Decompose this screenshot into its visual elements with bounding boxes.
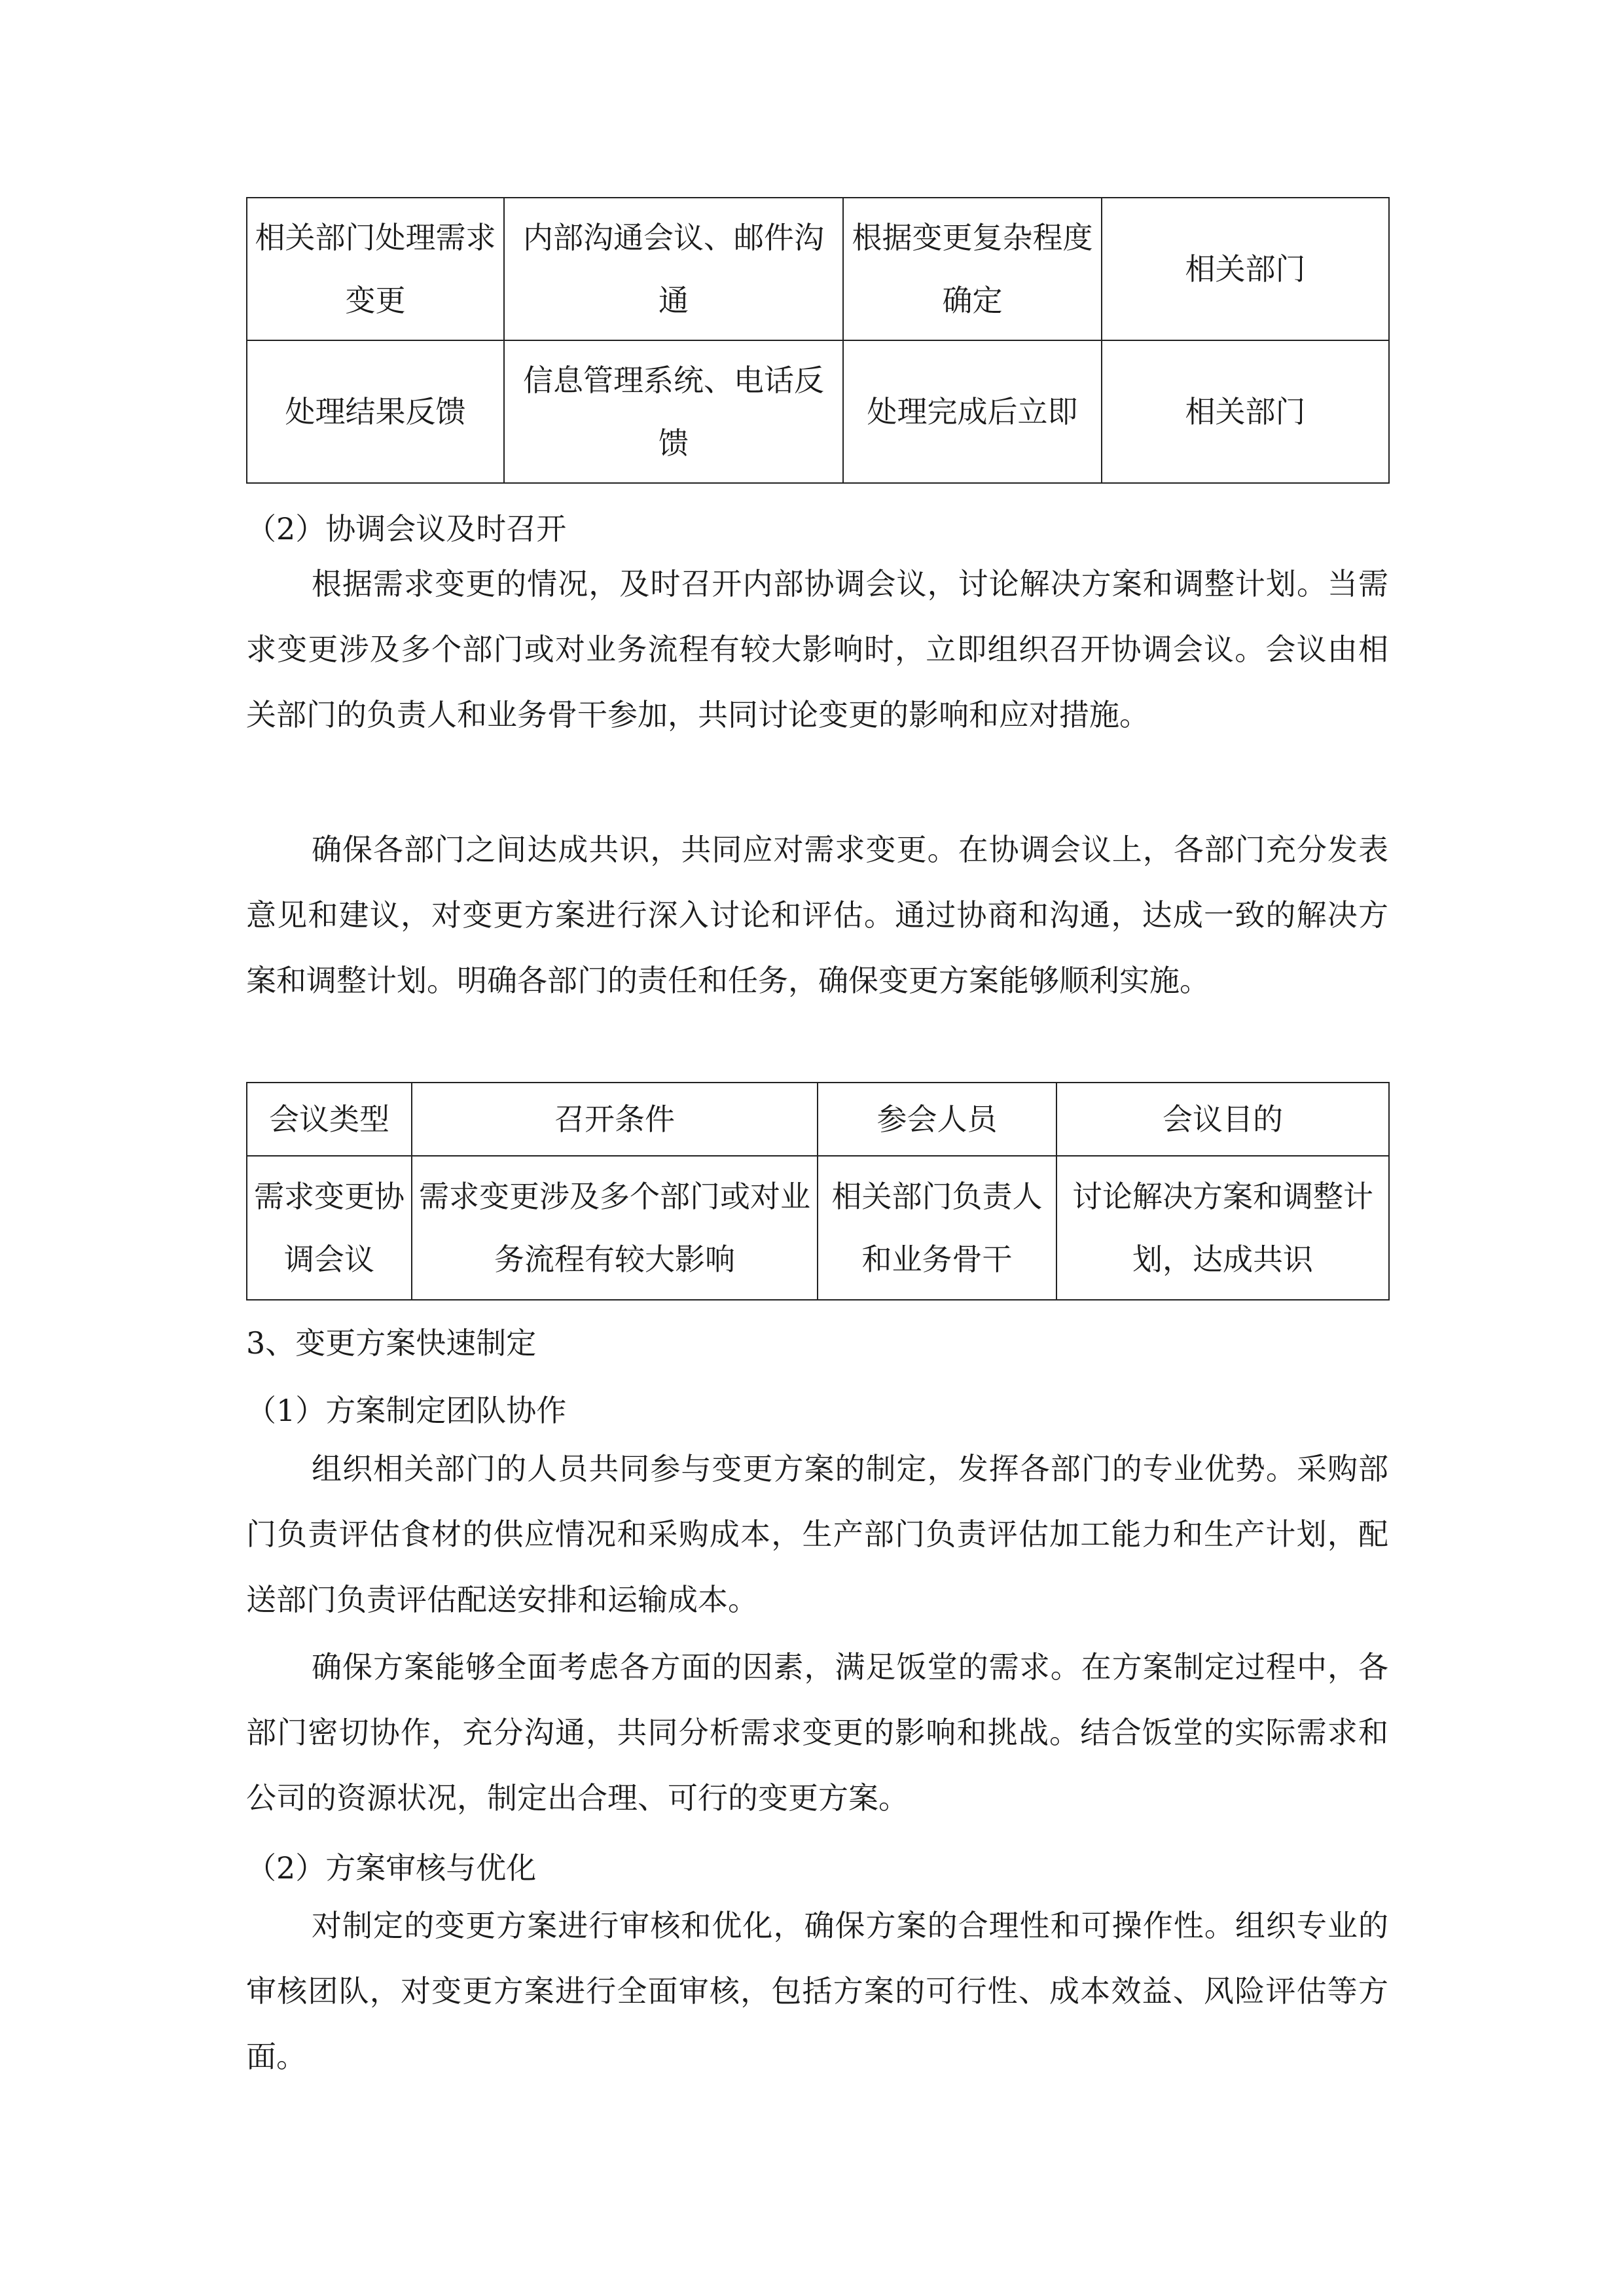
table-cell: 相关部门 xyxy=(1102,198,1389,340)
table-header-cell: 会议类型 xyxy=(247,1083,412,1156)
paragraph: 对制定的变更方案进行审核和优化，确保方案的合理性和可操作性。组织专业的审核团队，对变更方案进行全面审核，包括方案的可行性、成本效益、风险评估等方面。 xyxy=(246,1908,1388,2074)
section-heading: （1）方案制定团队协作 xyxy=(246,1393,567,1428)
table-cell: 信息管理系统、电话反馈 xyxy=(504,340,843,483)
table-cell: 需求变更协调会议 xyxy=(247,1156,412,1300)
paragraph: 组织相关部门的人员共同参与变更方案的制定，发挥各部门的专业优势。采购部门负责评估食材的供应情况和采购成本，生产部门负责评估加工能力和生产计划，配送部门负责评估配送安排和运输成本。 xyxy=(246,1451,1388,1617)
section-heading: （2）协调会议及时召开 xyxy=(246,511,567,547)
table-cell: 相关部门处理需求变更 xyxy=(247,198,504,340)
paragraph: 确保各部门之间达成共识，共同应对需求变更。在协调会议上，各部门充分发表意见和建议，对变更方案进行深入讨论和评估。通过协商和沟通，达成一致的解决方案和调整计划。明确各部门的责任和任务，确保变更方案能够顺利实施。 xyxy=(246,832,1388,998)
table-header-cell: 参会人员 xyxy=(818,1083,1056,1156)
table-row xyxy=(247,1156,1389,1300)
paragraph: 确保方案能够全面考虑各方面的因素，满足饭堂的需求。在方案制定过程中，各部门密切协作，充分沟通，共同分析需求变更的影响和挑战。结合饭堂的实际需求和公司的资源状况，制定出合理、可行的变更方案。 xyxy=(246,1649,1388,1816)
table-cell: 讨论解决方案和调整计划，达成共识 xyxy=(1056,1156,1389,1300)
table-cell: 需求变更涉及多个部门或对业务流程有较大影响 xyxy=(412,1156,818,1300)
table-cell: 处理结果反馈 xyxy=(247,340,504,483)
section-heading: （2）方案审核与优化 xyxy=(246,1850,537,1886)
table-cell: 相关部门负责人和业务骨干 xyxy=(818,1156,1056,1300)
table-row xyxy=(247,198,1389,340)
table-header-row xyxy=(247,1083,1389,1156)
table-cell: 处理完成后立即 xyxy=(843,340,1102,483)
paragraph: 根据需求变更的情况，及时召开内部协调会议，讨论解决方案和调整计划。当需求变更涉及多个部门或对业务流程有较大影响时，立即组织召开协调会议。会议由相关部门的负责人和业务骨干参加，共同讨论变更的影响和应对措施。 xyxy=(246,566,1388,732)
channel-table xyxy=(246,197,1390,484)
table-row xyxy=(247,340,1389,483)
table-header-cell: 召开条件 xyxy=(412,1083,818,1156)
meeting-table xyxy=(246,1082,1390,1300)
section-heading: 3、变更方案快速制定 xyxy=(246,1325,537,1361)
table-cell: 根据变更复杂程度确定 xyxy=(843,198,1102,340)
table-cell: 相关部门 xyxy=(1102,340,1389,483)
table-cell: 内部沟通会议、邮件沟通 xyxy=(504,198,843,340)
table-header-cell: 会议目的 xyxy=(1056,1083,1389,1156)
